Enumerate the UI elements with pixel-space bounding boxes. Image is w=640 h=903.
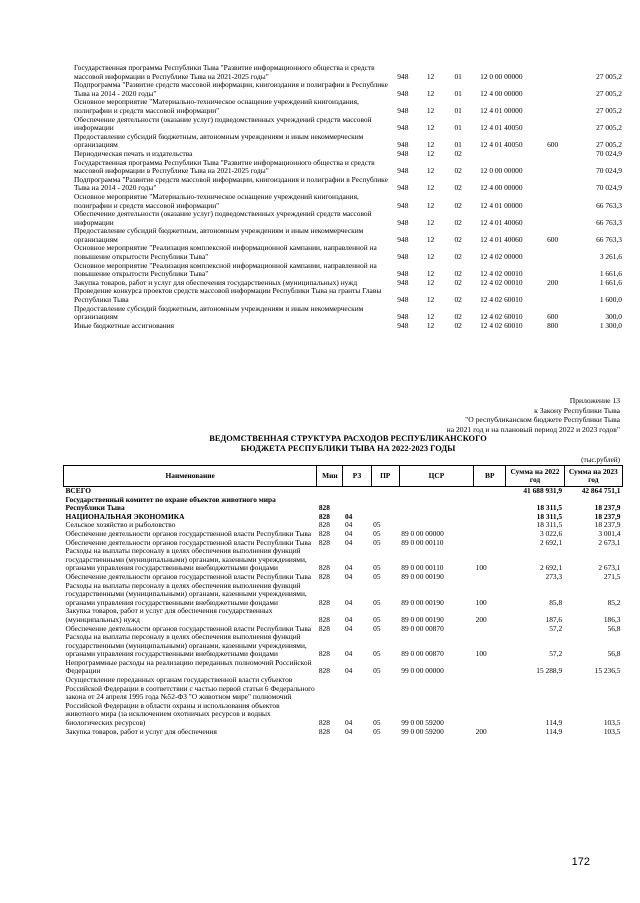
cell-min: 828 <box>318 537 330 547</box>
header-csr: ЦСР <box>399 466 473 487</box>
cell-csr <box>399 487 473 496</box>
cell-rz: 12 <box>426 312 435 322</box>
cell-pr: 05 <box>373 623 381 633</box>
cell-vr: 600 <box>547 234 559 244</box>
cell-pr: 02 <box>454 200 462 210</box>
cell-rz: 12 <box>426 166 435 176</box>
cell-min: 948 <box>397 200 409 210</box>
cell-min: 948 <box>397 269 409 279</box>
cell-rz <box>343 496 371 513</box>
cell-csr: 12 4 02 60010 <box>480 295 523 305</box>
cell-csr: 89 0 00 00190 <box>401 597 444 607</box>
cell-csr: 99 0 00 59200 <box>401 718 444 728</box>
cell-pr: 02 <box>454 269 462 279</box>
cell-min: 828 <box>318 520 330 530</box>
cell-csr <box>399 496 473 513</box>
cell-s1: 41 688 931,9 <box>523 486 563 495</box>
cell-min: 948 <box>397 277 409 287</box>
table-row <box>74 159 622 176</box>
cell-rz: 04 <box>344 571 353 581</box>
cell-sum: 70 024,9 <box>596 148 622 158</box>
cell-pr: 05 <box>373 718 381 728</box>
table-row <box>74 262 622 279</box>
cell-sum: 27 005,2 <box>596 71 622 81</box>
cell-sum: 1 300,0 <box>599 320 622 330</box>
cell-min: 948 <box>397 234 409 244</box>
cell-csr: 89 0 00 00110 <box>401 537 444 547</box>
page-number: 172 <box>571 856 590 868</box>
cell-csr: 12 4 01 00000 <box>480 200 523 210</box>
cell-vr <box>474 487 506 496</box>
cell-sum: 66 763,3 <box>596 217 622 227</box>
cell-csr: 12 4 02 60010 <box>480 320 523 330</box>
cell-s2: 42 864 751,1 <box>581 486 621 495</box>
cell-sum: 27 005,2 <box>596 123 622 133</box>
cell-csr: 12 4 01 40060 <box>480 217 523 227</box>
cell-name: Подпрограмма "Развитие средств массовой информации, книгоиздания и полиграфии в Республике Тыва на 2014 - 2020 годы" <box>74 174 388 193</box>
cell-min: 828 <box>318 649 330 659</box>
cell-s2: 18 237,9 <box>594 520 621 530</box>
cell-s2: 18 237,9 <box>594 511 621 521</box>
cell-min: 828 <box>318 726 330 736</box>
cell-csr: 12 4 01 40050 <box>480 123 523 133</box>
cell-min: 828 <box>318 718 330 728</box>
cell-rz: 04 <box>344 597 353 607</box>
cell-name: Подпрограмма "Развитие средств массовой информации, книгоиздания и полиграфии в Республике Тыва на 2014 - 2020 годы" <box>74 80 388 98</box>
cell-pr: 02 <box>454 217 462 227</box>
header-vr: ВР <box>474 466 506 487</box>
cell-rz: 12 <box>426 88 435 98</box>
cell-rz: 04 <box>344 528 353 538</box>
cell-pr: 02 <box>454 277 462 287</box>
cell-sum: 1 661,6 <box>599 277 622 287</box>
cell-rz: 04 <box>344 511 353 521</box>
table-row <box>74 210 622 227</box>
table-row <box>64 607 623 624</box>
header-name: Наименование <box>64 466 317 487</box>
cell-name: Сельское хозяйство и рыболовство <box>65 520 176 530</box>
table-row <box>64 633 623 659</box>
cell-name: ВСЕГО <box>65 486 91 495</box>
cell-csr: 89 0 00 00870 <box>401 649 444 659</box>
cell-name: Непрограммные расходы на реализацию переданных полномочий Российской Федерации <box>65 657 312 676</box>
cell-csr: 99 0 00 59200 <box>401 726 444 736</box>
cell-rz: 12 <box>426 217 435 227</box>
cell-name: Закупка товаров, работ и услуг для обеспечения государственных (муниципальных) нужд <box>74 277 358 287</box>
table-row <box>64 676 623 728</box>
cell-min: 828 <box>318 614 330 624</box>
cell-pr: 02 <box>454 183 462 193</box>
cell-rz: 04 <box>344 718 353 728</box>
cell-pr: 02 <box>454 312 462 322</box>
cell-name: Основное мероприятие "Материально-техническое оснащение учреждений книгоиздания, полиграфии и средств массовой информации" <box>74 191 359 210</box>
cell-name: Расходы на выплаты персоналу в целях обеспечения выполнения функций государственными (муниципальными) органами, казенными учреждениями, органами управления государственными внебюджетными фондами <box>65 632 307 659</box>
cell-vr <box>474 625 506 634</box>
cell-vr <box>474 521 506 530</box>
cell-name: Обеспечение деятельности органов государственной власти Республики Тыва <box>65 571 312 581</box>
cell-min <box>317 487 343 496</box>
cell-rz: 04 <box>344 726 353 736</box>
cell-name: Обеспечение деятельности органов государственной власти Республики Тыва <box>65 623 312 633</box>
table-row <box>64 728 623 737</box>
cell-vr <box>474 530 506 539</box>
cell-s1: 85,8 <box>549 597 563 607</box>
cell-s1: 57,2 <box>549 649 563 659</box>
cell-s1: 187,6 <box>545 614 563 624</box>
cell-vr <box>474 539 506 548</box>
cell-vr: 100 <box>475 563 487 573</box>
cell-s1: 3 022,6 <box>539 528 563 538</box>
cell-sum: 27 005,2 <box>596 140 622 150</box>
cell-min: 828 <box>318 511 330 521</box>
cell-name: Предоставление субсидий бюджетным, автономным учреждениям и иным некоммерческим организациям <box>74 226 364 244</box>
cell-pr: 05 <box>373 563 381 573</box>
cell-name: Обеспечение деятельности органов государственной власти Республики Тыва <box>65 528 312 538</box>
cell-name: Обеспечение деятельности (оказание услуг) подведомственных учреждений средств массовой информации <box>74 209 372 227</box>
cell-s2: 56,8 <box>607 623 621 633</box>
header-min: Мин <box>317 466 343 487</box>
cell-min: 828 <box>318 666 330 676</box>
cell-rz: 12 <box>426 234 435 244</box>
table-row <box>74 287 622 304</box>
appendix-header <box>240 396 620 434</box>
cell-name: Основное мероприятие "Реализация комплексной информационной кампании, направленной на повышение открытости Республики Тыва" <box>74 260 377 279</box>
cell-s1: 2 692,1 <box>539 537 563 547</box>
cell-sum: 27 005,2 <box>596 105 622 115</box>
cell-pr: 05 <box>373 726 381 736</box>
cell-rz: 12 <box>426 252 435 262</box>
cell-rz: 12 <box>426 140 435 150</box>
cell-vr: 600 <box>547 312 559 322</box>
cell-pr: 02 <box>454 320 462 330</box>
cell-rz: 12 <box>426 148 435 158</box>
cell-name: Закупка товаров, работ и услуг для обеспечения <box>65 726 217 736</box>
cell-vr: 200 <box>547 277 559 287</box>
table-row <box>74 64 622 81</box>
cell-min: 948 <box>397 312 409 322</box>
cell-rz: 12 <box>426 320 435 330</box>
cell-rz: 12 <box>426 277 435 287</box>
cell-csr: 12 4 01 40050 <box>480 140 523 150</box>
cell-sum: 70 024,9 <box>596 166 622 176</box>
cell-rz: 04 <box>344 614 353 624</box>
cell-csr: 12 4 02 60010 <box>480 312 523 322</box>
cell-min: 948 <box>397 123 409 133</box>
cell-vr: 600 <box>547 140 559 150</box>
cell-min: 948 <box>397 252 409 262</box>
cell-csr: 89 0 00 00870 <box>401 623 444 633</box>
cell-name: Закупка товаров, работ и услуг для обеспечения государственных (муниципальных) нужд <box>65 606 273 624</box>
table-row <box>64 582 623 608</box>
cell-csr <box>399 513 473 522</box>
cell-rz: 12 <box>426 71 435 81</box>
cell-csr: 89 0 00 00190 <box>401 614 444 624</box>
cell-min: 828 <box>318 597 330 607</box>
cell-pr: 05 <box>373 597 381 607</box>
cell-pr: 05 <box>373 520 381 530</box>
cell-s2: 18 237,9 <box>594 503 621 513</box>
cell-csr: 12 4 01 40060 <box>480 234 523 244</box>
cell-s2: 186,3 <box>603 614 621 624</box>
table-row <box>74 305 622 322</box>
cell-s1: 15 288,9 <box>536 666 563 676</box>
cell-rz: 12 <box>426 105 435 115</box>
cell-min: 948 <box>397 148 409 158</box>
cell-vr <box>474 659 506 676</box>
cell-vr <box>474 676 506 728</box>
table-row <box>64 496 623 513</box>
cell-pr: 05 <box>373 614 381 624</box>
cell-sum: 66 763,3 <box>596 200 622 210</box>
table-row <box>74 176 622 193</box>
header-pr: ПР <box>371 466 399 487</box>
cell-s2: 2 673,1 <box>598 537 621 547</box>
cell-csr: 12 4 00 00000 <box>480 183 523 193</box>
cell-s2: 15 236,5 <box>594 666 621 676</box>
cell-vr: 200 <box>475 726 487 736</box>
cell-pr: 01 <box>454 105 462 115</box>
table-row <box>74 116 622 133</box>
table-row <box>64 659 623 676</box>
cell-name: Осуществление переданных органам государственной власти субъектов Российской Федерации в соответствии с частью первой статьи 6 Федерального закона от 24 апреля 1995 года №52-ФЗ "О животном мире" полномочий Российской Федерации в области охраны и использования объектов животного мира (за исключением охотничьих ресурсов и водных биологических ресурсов) <box>65 675 315 728</box>
cell-name: Государственная программа Республики Тыва "Развитие информационного общества и средств массовой информации в Республике Тыва на 2021-2025 годы" <box>74 157 375 176</box>
cell-rz: 04 <box>344 537 353 547</box>
header-sum-2022: Сумма на 2022 год <box>506 466 564 487</box>
cell-min: 948 <box>397 183 409 193</box>
cell-vr: 800 <box>547 320 559 330</box>
cell-s2: 103,5 <box>603 726 621 736</box>
cell-name: Иные бюджетные ассигнования <box>74 320 175 330</box>
cell-sum: 27 005,2 <box>596 88 622 98</box>
appendix-law-title: "О республиканском бюджете Республики Тыва <box>465 415 620 424</box>
appendix-number: Приложение 13 <box>569 396 620 405</box>
cell-min: 948 <box>397 88 409 98</box>
cell-min: 828 <box>318 528 330 538</box>
cell-csr: 99 0 00 00000 <box>401 666 444 676</box>
cell-csr: 12 0 00 00000 <box>480 71 523 81</box>
table-row <box>74 227 622 244</box>
cell-pr: 01 <box>454 123 462 133</box>
cell-name: Обеспечение деятельности (оказание услуг) подведомственных учреждений средств массовой информации <box>74 114 372 133</box>
cell-csr: 12 4 01 00000 <box>480 105 523 115</box>
cell-name: Государственная программа Республики Тыва "Развитие информационного общества и средств массовой информации в Республике Тыва на 2021-2025 годы" <box>74 63 375 81</box>
cell-min: 948 <box>397 295 409 305</box>
cell-rz: 12 <box>426 200 435 210</box>
cell-s1: 2 692,1 <box>539 563 563 573</box>
cell-rz: 04 <box>344 649 353 659</box>
cell-vr: 100 <box>475 597 487 607</box>
cell-pr: 02 <box>454 252 462 262</box>
cell-min: 828 <box>318 563 330 573</box>
cell-name: Расходы на выплаты персоналу в целях обеспечения выполнения функций государственными (муниципальными) органами, казенными учреждениями, органами управления государственными внебюджетными фондами <box>65 546 307 573</box>
header-rz: РЗ <box>343 466 371 487</box>
cell-name: Расходы на выплаты персоналу в целях обеспечения выполнения функций государственными (муниципальными) органами, казенными учреждениями, органами управления государственными внебюджетными фондами <box>65 580 307 607</box>
cell-pr: 01 <box>454 140 462 150</box>
cell-rz: 12 <box>426 295 435 305</box>
cell-rz: 04 <box>344 666 353 676</box>
cell-s2: 3 001,4 <box>598 528 621 538</box>
table-header-row <box>64 466 623 487</box>
cell-s1: 18 311,5 <box>536 511 563 521</box>
cell-rz: 12 <box>426 269 435 279</box>
expenditure-table <box>63 465 623 736</box>
cell-csr: 89 0 00 00000 <box>401 528 444 538</box>
cell-rz: 12 <box>426 123 435 133</box>
cell-name: Предоставление субсидий бюджетным, автономным учреждениям и иным некоммерческим организациям <box>74 303 364 322</box>
cell-name: Предоставление субсидий бюджетным, автономным учреждениям и иным некоммерческим организациям <box>74 131 364 150</box>
cell-name: Основное мероприятие "Реализация комплексной информационной кампании, направленной на повышение открытости Республики Тыва" <box>74 243 377 262</box>
appendix-law-period: на 2021 год и на плановый период 2022 и 2023 годов" <box>446 424 620 434</box>
cell-pr: 02 <box>454 295 462 305</box>
cell-csr: 12 0 00 00000 <box>480 166 523 176</box>
cell-name: Обеспечение деятельности органов государственной власти Республики Тыва <box>65 537 312 547</box>
cell-s1: 114,9 <box>545 726 563 736</box>
cell-s2: 56,8 <box>607 649 621 659</box>
cell-name: Периодическая печать и издательства <box>74 148 193 158</box>
cell-csr: 12 4 02 00000 <box>480 252 523 262</box>
cell-vr <box>474 573 506 582</box>
cell-s2: 2 673,1 <box>598 563 621 573</box>
cell-csr: 12 4 02 00010 <box>480 269 523 279</box>
cell-pr: 05 <box>373 528 381 538</box>
cell-min: 828 <box>318 623 330 633</box>
cell-s1: 18 311,5 <box>536 503 563 513</box>
cell-min: 948 <box>397 140 409 150</box>
cell-min: 948 <box>397 320 409 330</box>
cell-pr: 05 <box>373 571 381 581</box>
cell-csr: 89 0 00 00190 <box>401 571 444 581</box>
cell-sum: 66 763,3 <box>596 234 622 244</box>
cell-csr: 89 0 00 00110 <box>401 563 444 573</box>
cell-s2: 85,2 <box>607 597 621 607</box>
appendix-law: к Закону Республики Тыва <box>534 405 620 415</box>
table-row <box>74 133 622 150</box>
cell-pr: 05 <box>373 649 381 659</box>
table-row <box>64 547 623 573</box>
cell-rz: 04 <box>344 623 353 633</box>
cell-sum: 300,0 <box>605 312 622 322</box>
table-row <box>74 81 622 98</box>
cell-rz: 04 <box>344 520 353 530</box>
cell-name: Основное мероприятие "Материально-техническое оснащение учреждений книгоиздания, полиграфии и средств массовой информации" <box>74 97 359 115</box>
cell-min: 948 <box>397 166 409 176</box>
cell-pr: 02 <box>454 148 462 158</box>
cell-s1: 18 311,5 <box>536 520 563 530</box>
continued-table <box>74 64 622 330</box>
cell-min: 948 <box>397 217 409 227</box>
cell-min: 828 <box>318 571 330 581</box>
cell-s1: 57,2 <box>549 623 563 633</box>
cell-s1: 273,3 <box>545 571 563 581</box>
cell-pr: 02 <box>454 234 462 244</box>
cell-sum: 1 661,6 <box>599 269 622 279</box>
cell-pr: 05 <box>373 537 381 547</box>
cell-rz: 04 <box>344 563 353 573</box>
header-sum-2023: Сумма на 2023 год <box>564 466 622 487</box>
cell-min: 948 <box>397 105 409 115</box>
cell-csr: 12 4 02 00010 <box>480 277 523 287</box>
cell-rz: 12 <box>426 183 435 193</box>
cell-vr: 200 <box>475 614 487 624</box>
cell-vr <box>474 513 506 522</box>
cell-rz <box>343 487 371 496</box>
cell-pr: 01 <box>454 71 462 81</box>
cell-min: 948 <box>397 71 409 81</box>
cell-sum: 3 261,6 <box>599 252 622 262</box>
cell-sum: 1 600,0 <box>599 295 622 305</box>
cell-pr <box>371 496 399 513</box>
document-title: ВЕДОМСТВЕННАЯ СТРУКТУРА РАСХОДОВ РЕСПУБЛИКАНСКОГО БЮДЖЕТА РЕСПУБЛИКИ ТЫВА НА 2022-2023 ГОДЫ <box>209 434 487 453</box>
cell-name: НАЦИОНАЛЬНАЯ ЭКОНОМИКА <box>65 511 185 521</box>
cell-s2: 271,5 <box>603 571 621 581</box>
cell-s1: 114,9 <box>545 718 563 728</box>
cell-csr: 12 4 00 00000 <box>480 88 523 98</box>
cell-name: Государственный комитет по охране объектов животного мира Республики Тыва <box>65 494 276 513</box>
cell-sum: 70 024,9 <box>596 183 622 193</box>
cell-pr: 02 <box>454 166 462 176</box>
table-row <box>74 193 622 210</box>
cell-s2: 103,5 <box>603 718 621 728</box>
cell-vr <box>474 496 506 513</box>
cell-pr: 05 <box>373 666 381 676</box>
table-row <box>74 322 622 331</box>
cell-min: 828 <box>318 503 330 513</box>
cell-name: Проведение конкурса проектов средств массовой информации Республики Тыва на гранты Главы Республики Тыва <box>74 286 382 305</box>
table-row <box>74 244 622 261</box>
cell-vr: 100 <box>475 649 487 659</box>
table-row <box>74 98 622 115</box>
cell-pr <box>371 487 399 496</box>
cell-pr: 01 <box>454 88 462 98</box>
units-label: (тыс.рублей) <box>581 456 620 464</box>
